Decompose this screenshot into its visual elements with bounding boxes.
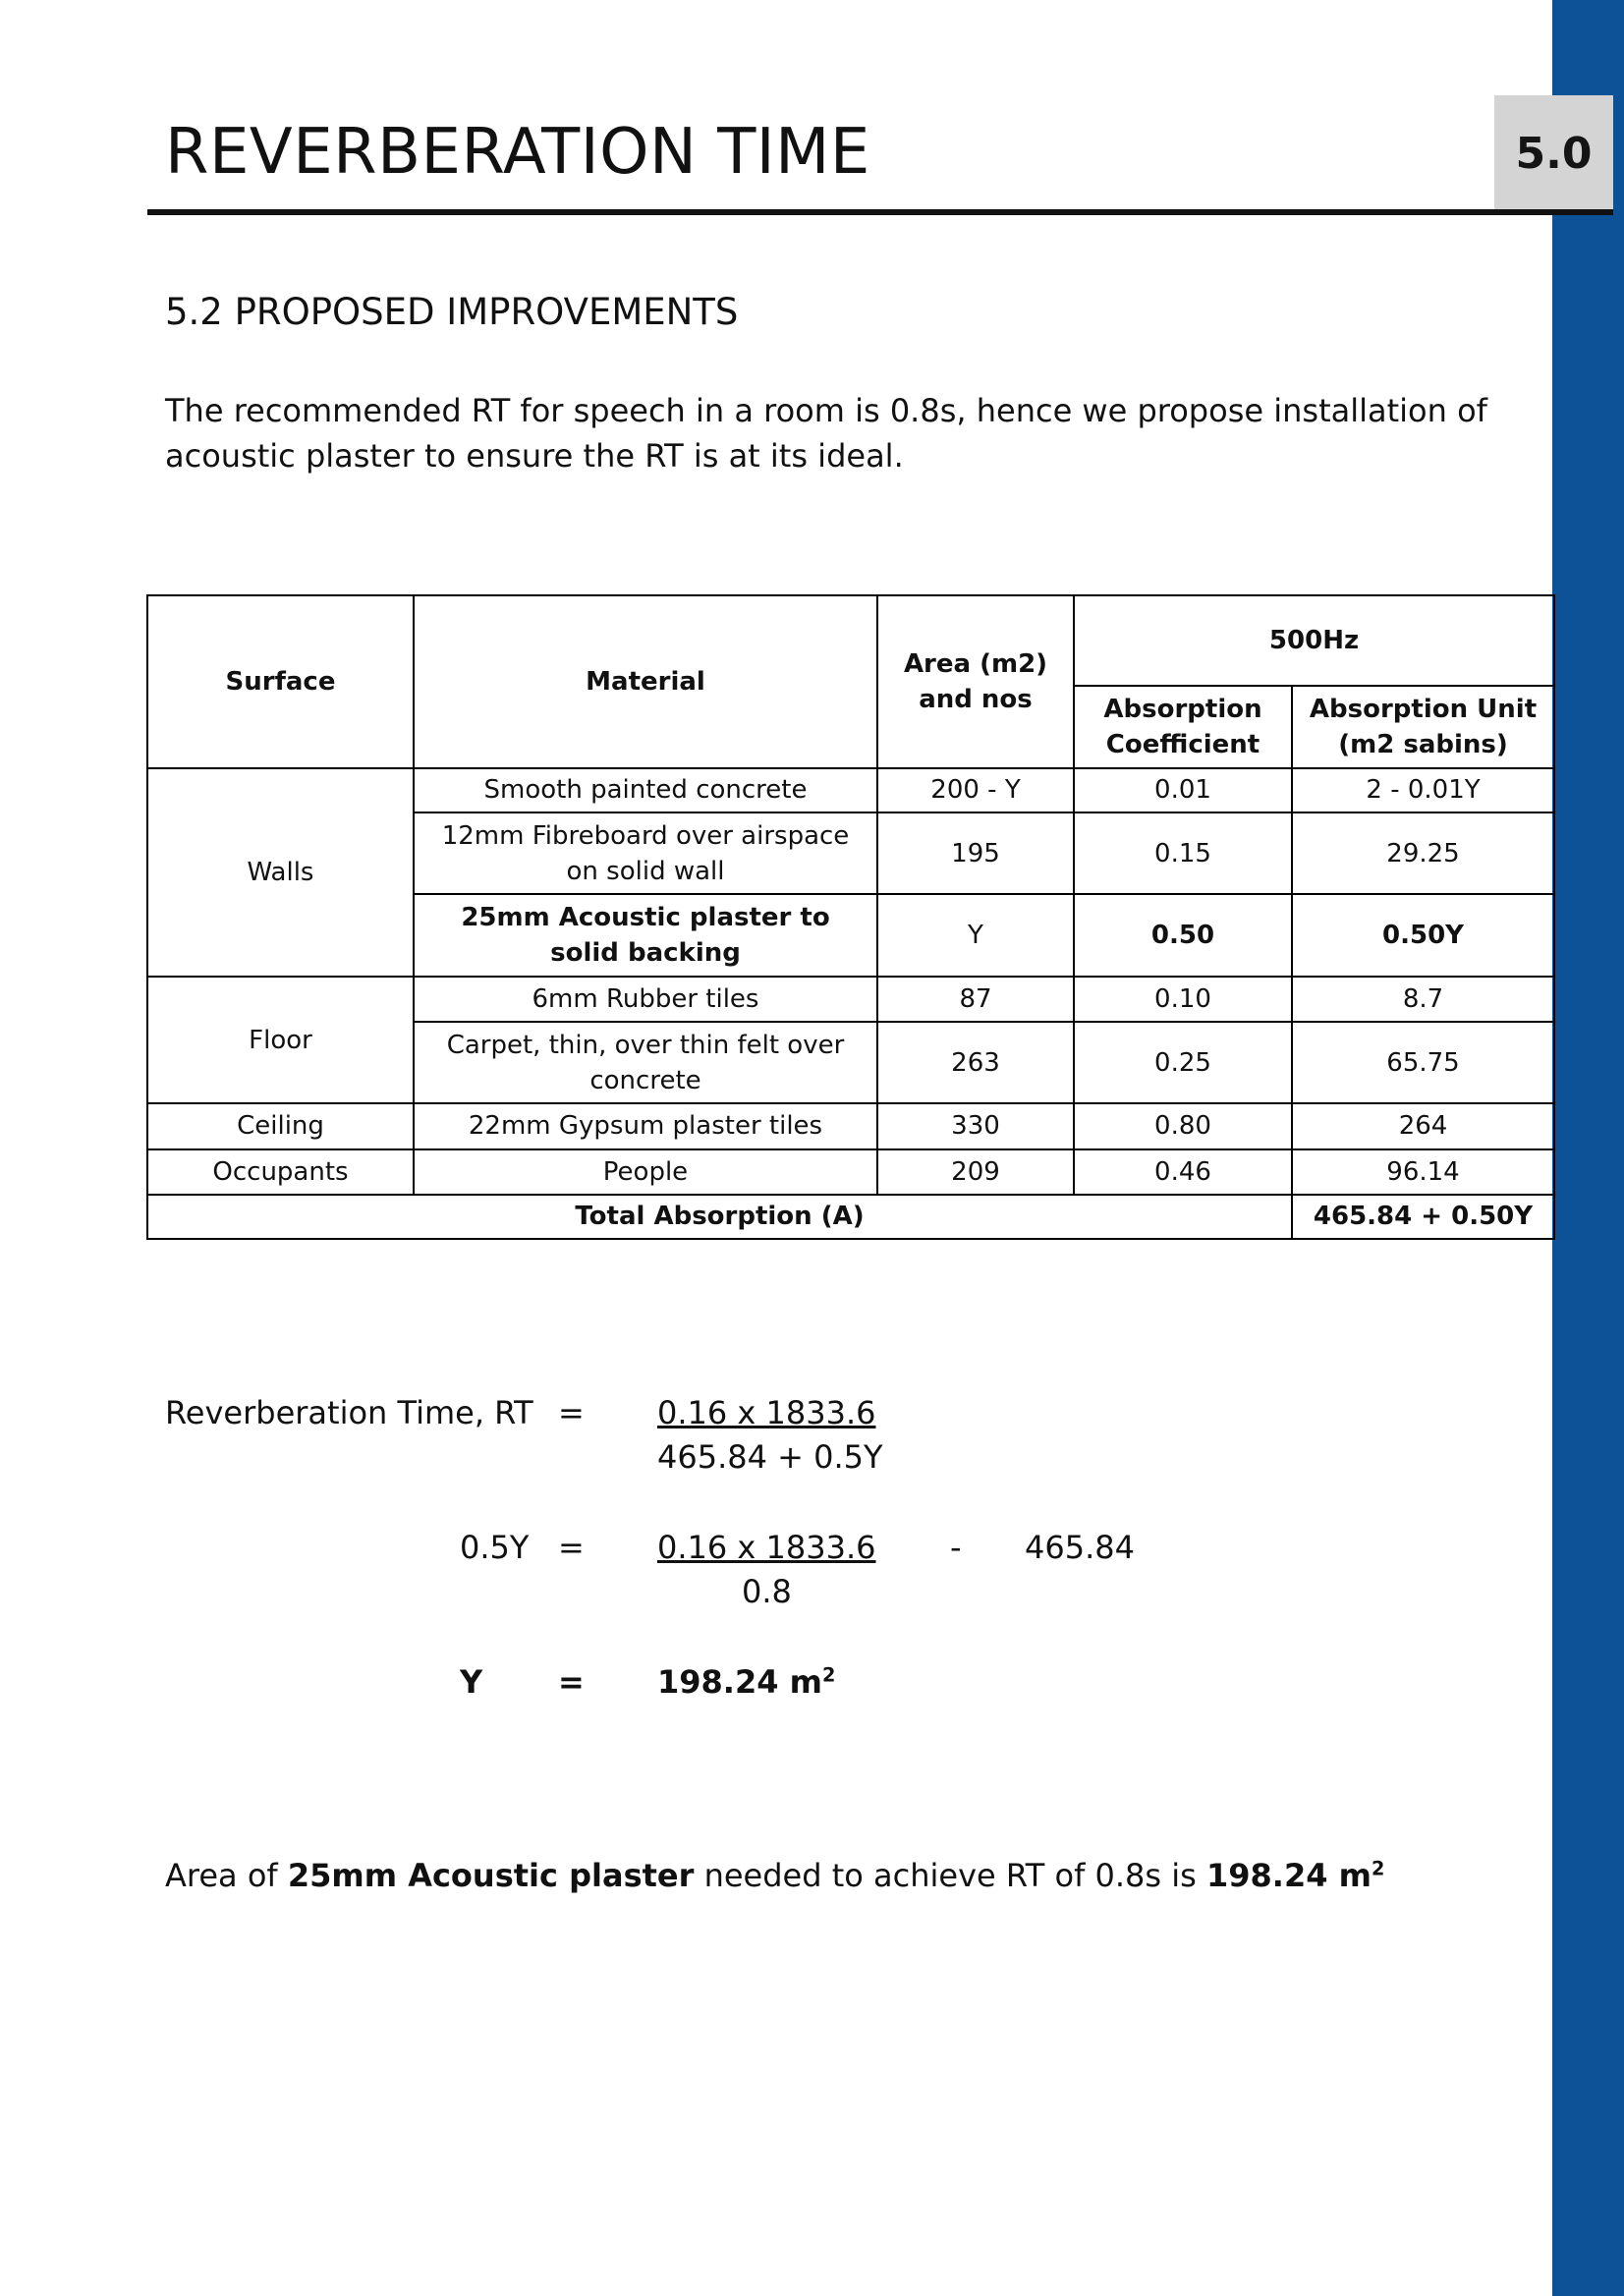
surface-floor: Floor [147, 977, 414, 1104]
coefficient-cell: 0.10 [1074, 977, 1292, 1022]
total-value: 465.84 + 0.50Y [1292, 1195, 1554, 1239]
unit-cell: 29.25 [1292, 812, 1554, 894]
half-y-label: 0.5Y [460, 1529, 530, 1566]
area-cell: 195 [877, 812, 1074, 894]
header-area: Area (m2) and nos [877, 595, 1074, 768]
area-cell: 330 [877, 1103, 1074, 1148]
intro-paragraph: The recommended RT for speech in a room is 0.8s, hence we propose installation of acoustic plaster to ensure the RT is at its ideal. [165, 392, 1487, 475]
total-row [147, 1195, 1554, 1239]
material-cell: Smooth painted concrete [414, 768, 877, 812]
equals-sign: = [558, 1529, 585, 1566]
coefficient-cell: 0.80 [1074, 1103, 1292, 1148]
material-cell: 22mm Gypsum plaster tiles [414, 1103, 877, 1148]
fraction-numerator: 0.16 x 1833.6 [657, 1529, 876, 1566]
area-cell: 200 - Y [877, 768, 1074, 812]
table-row [147, 1149, 1554, 1195]
unit-cell: 65.75 [1292, 1022, 1554, 1103]
header-surface: Surface [147, 595, 414, 768]
material-cell: People [414, 1149, 877, 1195]
table-row [147, 977, 1554, 1022]
absorption-table [146, 594, 1555, 1240]
coefficient-cell: 0.25 [1074, 1022, 1292, 1103]
material-cell: Carpet, thin, over thin felt over concrete [414, 1022, 877, 1103]
y-label: Y [460, 1663, 483, 1701]
conclusion-sentence: Area of 25mm Acoustic plaster needed to achieve RT of 0.8s is 198.24 $m^2$ [165, 1857, 1385, 1894]
equals-sign: = [558, 1394, 585, 1431]
title-divider [147, 209, 1613, 215]
surface-cell: Occupants [147, 1149, 414, 1195]
total-label: Total Absorption (A) [147, 1195, 1292, 1239]
page-title: REVERBERATION TIME [165, 116, 870, 189]
header-frequency: 500Hz [1074, 595, 1554, 686]
fraction-denominator: 0.8 [742, 1573, 792, 1610]
fraction-denominator: 465.84 + 0.5Y [657, 1438, 883, 1476]
material-cell: 25mm Acoustic plaster to solid backing [414, 894, 877, 976]
section-number-badge: 5.0 [1494, 95, 1613, 211]
coefficient-cell: 0.46 [1074, 1149, 1292, 1195]
section-heading: 5.2 PROPOSED IMPROVEMENTS [165, 291, 739, 333]
unit-cell: 8.7 [1292, 977, 1554, 1022]
table-header-row [147, 595, 1554, 686]
area-cell: 263 [877, 1022, 1074, 1103]
surface-cell: Ceiling [147, 1103, 414, 1148]
equals-sign: = [558, 1663, 585, 1701]
y-result: 198.24 $m^2$ [657, 1663, 836, 1701]
rt-label: Reverberation Time, RT [165, 1394, 533, 1431]
material-cell: 12mm Fibreboard over airspace on solid wall [414, 812, 877, 894]
subtrahend-value: 465.84 [1025, 1529, 1135, 1566]
surface-walls: Walls [147, 768, 414, 977]
coefficient-cell: 0.50 [1074, 894, 1292, 976]
coefficient-cell: 0.15 [1074, 812, 1292, 894]
sidebar-band [1552, 0, 1624, 2296]
unit-cell: 264 [1292, 1103, 1554, 1148]
header-coefficient: Absorption Coefficient [1074, 686, 1292, 767]
unit-cell: 0.50Y [1292, 894, 1554, 976]
unit-cell: 2 - 0.01Y [1292, 768, 1554, 812]
minus-sign: - [950, 1529, 962, 1566]
area-cell: 87 [877, 977, 1074, 1022]
fraction-numerator: 0.16 x 1833.6 [657, 1394, 876, 1431]
unit-cell: 96.14 [1292, 1149, 1554, 1195]
material-cell: 6mm Rubber tiles [414, 977, 877, 1022]
header-material: Material [414, 595, 877, 768]
table-row [147, 768, 1554, 812]
coefficient-cell: 0.01 [1074, 768, 1292, 812]
area-cell: Y [877, 894, 1074, 976]
header-unit: Absorption Unit (m2 sabins) [1292, 686, 1554, 767]
area-cell: 209 [877, 1149, 1074, 1195]
table-row [147, 1103, 1554, 1148]
